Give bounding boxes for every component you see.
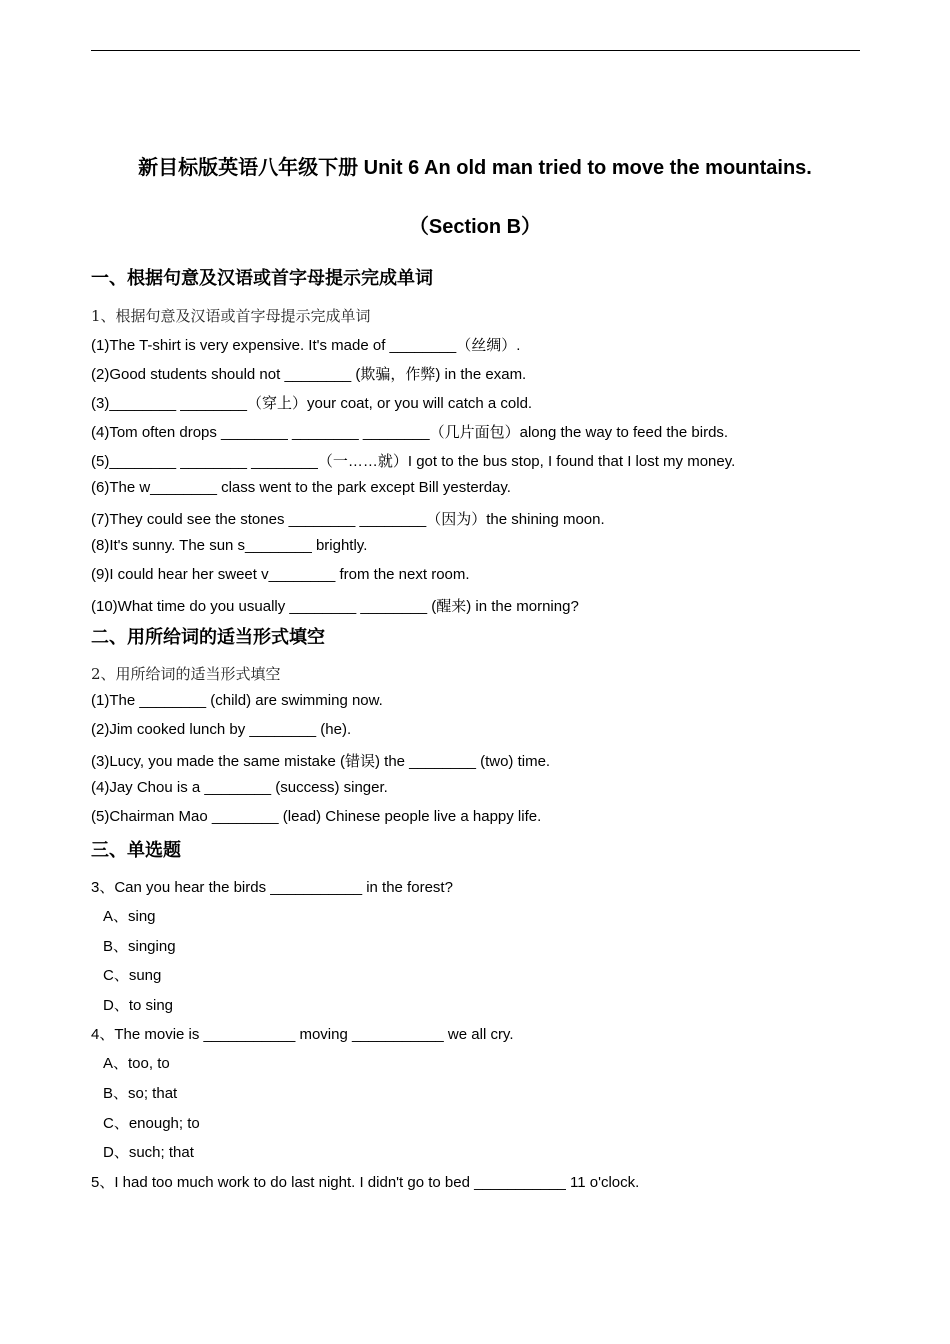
fill-item: (3)________ ________（穿上）your coat, or you will catch a cold. [91, 395, 533, 412]
question-intro-2: 2、用所给词的适当形式填空 [91, 665, 281, 683]
fill-item: (6)The w________ class went to the park except Bill yesterday. [91, 479, 511, 496]
fill-item: (1)The T-shirt is very expensive. It's made of ________（丝绸）. [91, 337, 521, 354]
section-heading-3: 三、单选题 [91, 840, 181, 860]
fill-item: (1)The ________ (child) are swimming now. [91, 692, 383, 709]
option-c: C、sung [103, 967, 162, 984]
fill-item: (4)Tom often drops ________ ________ ________（几片面包）along the way to feed the birds. [91, 424, 729, 441]
fill-item: (3)Lucy, you made the same mistake (错误) the ________ (two) time. [91, 753, 551, 770]
fill-item: (5)________ ________ ________（一……就）I got to the bus stop, I found that I lost my money. [91, 453, 736, 470]
fill-item: (2)Good students should not ________ (欺骗，作弊) in the exam. [91, 366, 527, 383]
question-stem-3: 3、Can you hear the birds ___________ in the forest? [91, 879, 453, 896]
section-heading-2: 二、用所给词的适当形式填空 [91, 627, 325, 647]
question-intro-1: 1、根据句意及汉语或首字母提示完成单词 [91, 307, 371, 325]
document-title: 新目标版英语八年级下册 Unit 6 An old man tried to move the mountains. [138, 157, 812, 179]
header-rule [91, 50, 860, 51]
document-subtitle: （Section B） [408, 216, 542, 238]
fill-item: (7)They could see the stones ________ ________（因为）the shining moon. [91, 511, 605, 528]
option-b: B、singing [103, 938, 176, 955]
option-b: B、so; that [103, 1085, 178, 1102]
fill-item: (2)Jim cooked lunch by ________ (he). [91, 721, 352, 738]
fill-item: (5)Chairman Mao ________ (lead) Chinese people live a happy life. [91, 808, 542, 825]
question-stem-4: 4、The movie is ___________ moving ___________ we all cry. [91, 1026, 514, 1043]
option-a: A、too, to [103, 1055, 170, 1072]
fill-item: (8)It's sunny. The sun s________ brightly. [91, 537, 368, 554]
question-stem-5: 5、I had too much work to do last night. I didn't go to bed ___________ 11 o'clock. [91, 1174, 640, 1191]
option-c: C、enough; to [103, 1115, 200, 1132]
option-d: D、to sing [103, 997, 174, 1014]
option-d: D、such; that [103, 1144, 194, 1161]
fill-item: (4)Jay Chou is a ________ (success) singer. [91, 779, 388, 796]
fill-item: (9)I could hear her sweet v________ from the next room. [91, 566, 470, 583]
option-a: A、sing [103, 908, 156, 925]
fill-item: (10)What time do you usually ________ ________ (醒来) in the morning? [91, 598, 579, 615]
section-heading-1: 一、根据句意及汉语或首字母提示完成单词 [91, 268, 433, 288]
